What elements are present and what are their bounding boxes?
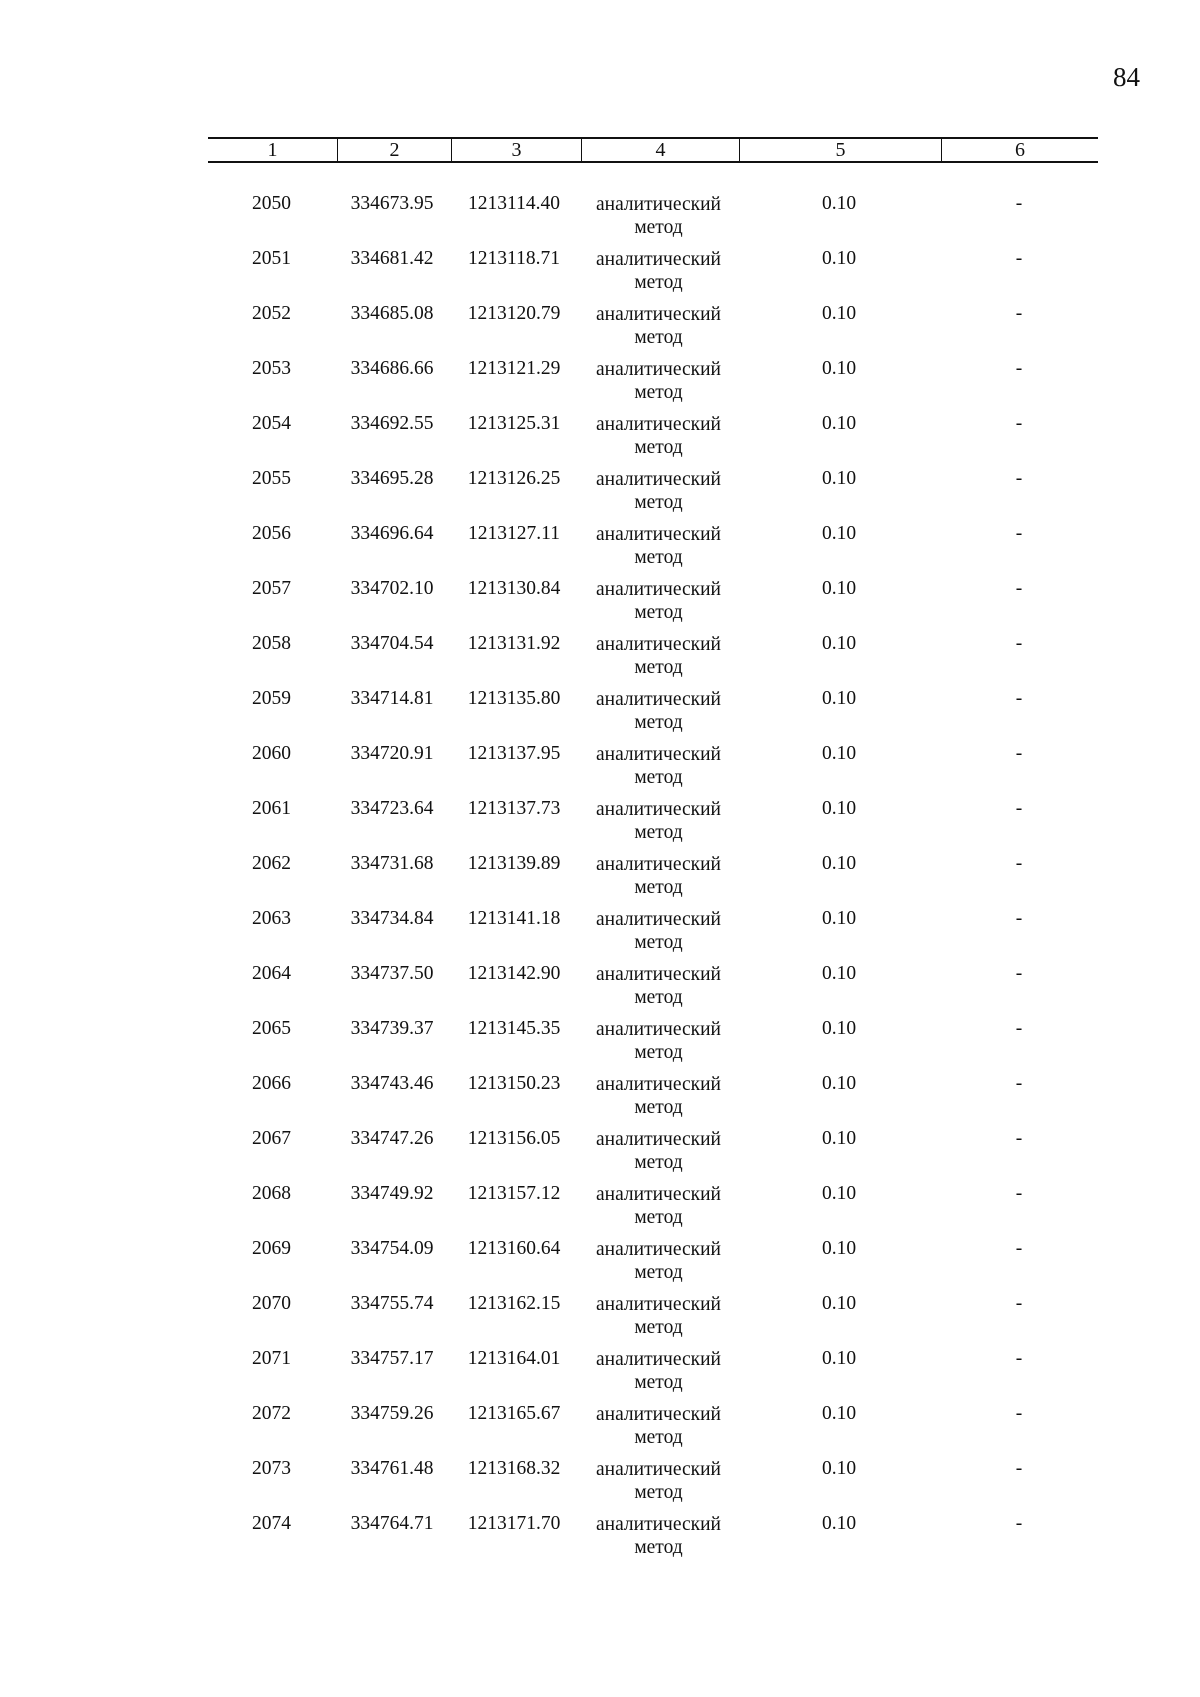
y-coordinate-cell: 1213142.90 (467, 963, 561, 984)
method-line-2: метод (634, 1372, 683, 1393)
y-coordinate-cell: 1213145.35 (467, 1018, 561, 1039)
table-row (208, 633, 1098, 688)
method-line-2: метод (634, 217, 683, 238)
accuracy-cell: 0.10 (821, 1293, 857, 1314)
x-coordinate-cell: 334673.95 (350, 193, 434, 214)
table-row (208, 468, 1098, 523)
x-coordinate-cell: 334754.09 (350, 1238, 434, 1259)
method-cell (579, 633, 738, 679)
method-line-1: аналитический (596, 1239, 721, 1260)
x-coordinate-cell: 334702.10 (350, 578, 434, 599)
point-number-cell: 2054 (252, 413, 291, 434)
note-cell: - (1015, 413, 1023, 434)
y-coordinate-cell: 1213135.80 (467, 688, 561, 709)
method-line-2: метод (634, 712, 683, 733)
table-row (208, 1293, 1098, 1348)
table-row (208, 1513, 1098, 1568)
method-line-1: аналитический (596, 1019, 721, 1040)
method-line-1: аналитический (596, 634, 721, 655)
method-cell (579, 1458, 738, 1504)
y-coordinate-cell: 1213150.23 (467, 1073, 561, 1094)
note-cell: - (1015, 1238, 1023, 1259)
method-line-1: аналитический (596, 249, 721, 270)
x-coordinate-cell: 334731.68 (350, 853, 434, 874)
method-line-1: аналитический (596, 1404, 721, 1425)
note-cell: - (1015, 633, 1023, 654)
point-number-cell: 2057 (252, 578, 291, 599)
method-cell (579, 963, 738, 1009)
y-coordinate-cell: 1213164.01 (467, 1348, 561, 1369)
method-cell (579, 1128, 738, 1174)
y-coordinate-cell: 1213121.29 (467, 358, 561, 379)
table-row (208, 908, 1098, 963)
table-row (208, 1183, 1098, 1238)
table-header-row (208, 137, 1098, 163)
y-coordinate-cell: 1213125.31 (467, 413, 561, 434)
method-line-2: метод (634, 987, 683, 1008)
point-number-cell: 2071 (252, 1348, 291, 1369)
x-coordinate-cell: 334723.64 (350, 798, 434, 819)
y-coordinate-cell: 1213137.73 (467, 798, 561, 819)
method-line-2: метод (634, 327, 683, 348)
note-cell: - (1015, 1293, 1023, 1314)
point-number-cell: 2063 (252, 908, 291, 929)
x-coordinate-cell: 334757.17 (350, 1348, 434, 1369)
table-row (208, 1018, 1098, 1073)
method-cell (579, 358, 738, 404)
note-cell: - (1015, 193, 1023, 214)
point-number-cell: 2065 (252, 1018, 291, 1039)
note-cell: - (1015, 853, 1023, 874)
x-coordinate-cell: 334759.26 (350, 1403, 434, 1424)
accuracy-cell: 0.10 (821, 193, 857, 214)
method-cell (579, 578, 738, 624)
method-line-2: метод (634, 1482, 683, 1503)
accuracy-cell: 0.10 (821, 853, 857, 874)
method-line-1: аналитический (596, 1184, 721, 1205)
note-cell: - (1015, 1018, 1023, 1039)
accuracy-cell: 0.10 (821, 1238, 857, 1259)
y-coordinate-cell: 1213137.95 (467, 743, 561, 764)
method-line-2: метод (634, 602, 683, 623)
point-number-cell: 2073 (252, 1458, 291, 1479)
table-row (208, 358, 1098, 413)
note-cell: - (1015, 1403, 1023, 1424)
point-number-cell: 2051 (252, 248, 291, 269)
y-coordinate-cell: 1213141.18 (467, 908, 561, 929)
x-coordinate-cell: 334734.84 (350, 908, 434, 929)
page-number: 84 (1113, 62, 1140, 92)
x-coordinate-cell: 334692.55 (350, 413, 434, 434)
x-coordinate-cell: 334720.91 (350, 743, 434, 764)
y-coordinate-cell: 1213130.84 (467, 578, 561, 599)
note-cell: - (1015, 1458, 1023, 1479)
point-number-cell: 2061 (252, 798, 291, 819)
accuracy-cell: 0.10 (821, 1403, 857, 1424)
table-row (208, 303, 1098, 358)
method-line-1: аналитический (596, 1129, 721, 1150)
method-line-2: метод (634, 877, 683, 898)
note-cell: - (1015, 1183, 1023, 1204)
x-coordinate-cell: 334743.46 (350, 1073, 434, 1094)
method-line-2: метод (634, 492, 683, 513)
note-cell: - (1015, 1513, 1023, 1534)
method-line-1: аналитический (596, 469, 721, 490)
table-row (208, 743, 1098, 798)
point-number-cell: 2069 (252, 1238, 291, 1259)
x-coordinate-cell: 334704.54 (350, 633, 434, 654)
y-coordinate-cell: 1213168.32 (467, 1458, 561, 1479)
table-body (208, 193, 1098, 1568)
table-row (208, 1348, 1098, 1403)
method-line-1: аналитический (596, 524, 721, 545)
table-row (208, 1458, 1098, 1513)
y-coordinate-cell: 1213162.15 (467, 1293, 561, 1314)
accuracy-cell: 0.10 (821, 1073, 857, 1094)
accuracy-cell: 0.10 (821, 633, 857, 654)
table-row (208, 688, 1098, 743)
column-header-4: 4 (581, 139, 739, 161)
column-header-3: 3 (451, 139, 581, 161)
x-coordinate-cell: 334681.42 (350, 248, 434, 269)
method-line-1: аналитический (596, 1514, 721, 1535)
point-number-cell: 2053 (252, 358, 291, 379)
point-number-cell: 2064 (252, 963, 291, 984)
method-cell (579, 1018, 738, 1064)
x-coordinate-cell: 334739.37 (350, 1018, 434, 1039)
method-line-1: аналитический (596, 744, 721, 765)
method-line-1: аналитический (596, 579, 721, 600)
method-line-1: аналитический (596, 304, 721, 325)
y-coordinate-cell: 1213118.71 (468, 248, 560, 269)
accuracy-cell: 0.10 (821, 523, 857, 544)
method-line-1: аналитический (596, 689, 721, 710)
note-cell: - (1015, 303, 1023, 324)
y-coordinate-cell: 1213126.25 (467, 468, 561, 489)
column-header-2: 2 (337, 139, 451, 161)
column-header-1: 1 (267, 139, 278, 161)
accuracy-cell: 0.10 (821, 798, 857, 819)
method-line-1: аналитический (596, 414, 721, 435)
method-line-2: метод (634, 1042, 683, 1063)
x-coordinate-cell: 334686.66 (350, 358, 434, 379)
method-line-2: метод (634, 382, 683, 403)
note-cell: - (1015, 908, 1023, 929)
accuracy-cell: 0.10 (821, 1458, 857, 1479)
method-cell (579, 523, 738, 569)
y-coordinate-cell: 1213156.05 (467, 1128, 561, 1149)
table-row (208, 1128, 1098, 1183)
method-line-2: метод (634, 1317, 683, 1338)
method-line-2: метод (634, 932, 683, 953)
note-cell: - (1015, 688, 1023, 709)
note-cell: - (1015, 578, 1023, 599)
method-cell (579, 303, 738, 349)
method-cell (579, 413, 738, 459)
method-cell (579, 1073, 738, 1119)
note-cell: - (1015, 798, 1023, 819)
method-line-1: аналитический (596, 854, 721, 875)
method-cell (579, 1513, 738, 1559)
table-row (208, 1403, 1098, 1458)
coordinates-table (208, 137, 1098, 1568)
method-line-2: метод (634, 767, 683, 788)
point-number-cell: 2072 (252, 1403, 291, 1424)
table-row (208, 193, 1098, 248)
accuracy-cell: 0.10 (821, 468, 857, 489)
method-line-1: аналитический (596, 359, 721, 380)
note-cell: - (1015, 963, 1023, 984)
y-coordinate-cell: 1213120.79 (467, 303, 561, 324)
point-number-cell: 2074 (252, 1513, 291, 1534)
table-row (208, 523, 1098, 578)
point-number-cell: 2056 (252, 523, 291, 544)
method-line-2: метод (634, 547, 683, 568)
method-cell (579, 468, 738, 514)
note-cell: - (1015, 523, 1023, 544)
x-coordinate-cell: 334695.28 (350, 468, 434, 489)
accuracy-cell: 0.10 (821, 963, 857, 984)
accuracy-cell: 0.10 (821, 303, 857, 324)
point-number-cell: 2066 (252, 1073, 291, 1094)
y-coordinate-cell: 1213165.67 (467, 1403, 561, 1424)
point-number-cell: 2068 (252, 1183, 291, 1204)
method-line-2: метод (634, 1207, 683, 1228)
method-cell (579, 193, 738, 239)
method-line-2: метод (634, 822, 683, 843)
accuracy-cell: 0.10 (821, 248, 857, 269)
accuracy-cell: 0.10 (821, 1183, 857, 1204)
accuracy-cell: 0.10 (821, 743, 857, 764)
x-coordinate-cell: 334696.64 (350, 523, 434, 544)
accuracy-cell: 0.10 (821, 1513, 857, 1534)
column-header-6: 6 (941, 139, 1098, 161)
accuracy-cell: 0.10 (821, 908, 857, 929)
note-cell: - (1015, 1348, 1023, 1369)
table-row (208, 963, 1098, 1018)
method-cell (579, 908, 738, 954)
y-coordinate-cell: 1213171.70 (467, 1513, 561, 1534)
method-cell (579, 1183, 738, 1229)
table-row (208, 1238, 1098, 1293)
accuracy-cell: 0.10 (821, 578, 857, 599)
method-line-1: аналитический (596, 909, 721, 930)
note-cell: - (1015, 743, 1023, 764)
accuracy-cell: 0.10 (821, 1018, 857, 1039)
x-coordinate-cell: 334761.48 (350, 1458, 434, 1479)
method-cell (579, 743, 738, 789)
x-coordinate-cell: 334764.71 (350, 1513, 434, 1534)
point-number-cell: 2060 (252, 743, 291, 764)
method-line-2: метод (634, 272, 683, 293)
x-coordinate-cell: 334714.81 (350, 688, 434, 709)
x-coordinate-cell: 334685.08 (350, 303, 434, 324)
note-cell: - (1015, 1073, 1023, 1094)
point-number-cell: 2052 (252, 303, 291, 324)
y-coordinate-cell: 1213139.89 (467, 853, 561, 874)
x-coordinate-cell: 334747.26 (350, 1128, 434, 1149)
y-coordinate-cell: 1213131.92 (467, 633, 561, 654)
accuracy-cell: 0.10 (821, 1128, 857, 1149)
x-coordinate-cell: 334755.74 (350, 1293, 434, 1314)
method-cell (579, 1238, 738, 1284)
method-line-1: аналитический (596, 799, 721, 820)
table-row (208, 853, 1098, 908)
accuracy-cell: 0.10 (821, 413, 857, 434)
accuracy-cell: 0.10 (821, 1348, 857, 1369)
y-coordinate-cell: 1213127.11 (468, 523, 560, 544)
point-number-cell: 2067 (252, 1128, 291, 1149)
method-cell (579, 1293, 738, 1339)
method-line-2: метод (634, 1427, 683, 1448)
note-cell: - (1015, 1128, 1023, 1149)
method-line-2: метод (634, 657, 683, 678)
y-coordinate-cell: 1213157.12 (467, 1183, 561, 1204)
method-cell (579, 798, 738, 844)
y-coordinate-cell: 1213160.64 (467, 1238, 561, 1259)
method-cell (579, 688, 738, 734)
point-number-cell: 2059 (252, 688, 291, 709)
table-row (208, 578, 1098, 633)
method-line-1: аналитический (596, 1459, 721, 1480)
method-line-1: аналитический (596, 1074, 721, 1095)
method-line-2: метод (634, 1152, 683, 1173)
method-line-2: метод (634, 1262, 683, 1283)
point-number-cell: 2058 (252, 633, 291, 654)
column-header-5: 5 (739, 139, 941, 161)
point-number-cell: 2062 (252, 853, 291, 874)
method-cell (579, 853, 738, 899)
x-coordinate-cell: 334737.50 (350, 963, 434, 984)
accuracy-cell: 0.10 (821, 688, 857, 709)
method-line-2: метод (634, 1097, 683, 1118)
method-line-1: аналитический (596, 1294, 721, 1315)
accuracy-cell: 0.10 (821, 358, 857, 379)
y-coordinate-cell: 1213114.40 (468, 193, 560, 214)
method-line-1: аналитический (596, 964, 721, 985)
method-cell (579, 248, 738, 294)
method-line-2: метод (634, 437, 683, 458)
table-row (208, 413, 1098, 468)
point-number-cell: 2055 (252, 468, 291, 489)
method-line-1: аналитический (596, 194, 721, 215)
method-cell (579, 1348, 738, 1394)
note-cell: - (1015, 248, 1023, 269)
method-line-2: метод (634, 1537, 683, 1558)
point-number-cell: 2070 (252, 1293, 291, 1314)
x-coordinate-cell: 334749.92 (350, 1183, 434, 1204)
point-number-cell: 2050 (252, 193, 291, 214)
table-row (208, 1073, 1098, 1128)
method-line-1: аналитический (596, 1349, 721, 1370)
note-cell: - (1015, 358, 1023, 379)
table-row (208, 798, 1098, 853)
table-row (208, 248, 1098, 303)
method-cell (579, 1403, 738, 1449)
note-cell: - (1015, 468, 1023, 489)
